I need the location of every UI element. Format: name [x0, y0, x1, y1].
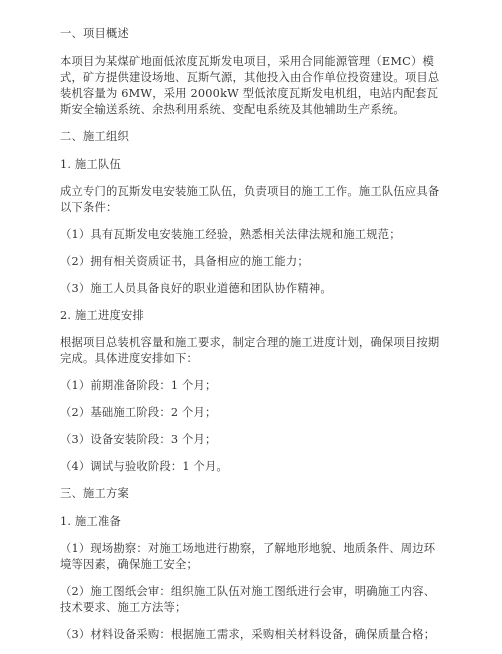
list-item: （3）材料设备采购：根据施工需求，采购相关材料设备，确保质量合格； — [60, 628, 436, 641]
list-item: （2）施工图纸会审：组织施工队伍对施工图纸进行会审，明确施工内容、技术要求、施工方法等； — [60, 585, 436, 614]
list-item: （2）基础施工阶段：2 个月； — [60, 406, 217, 419]
list-item: （3）施工人员具备良好的职业道德和团队协作精神。 — [60, 282, 332, 295]
section-heading-plan: 三、施工方案 — [60, 487, 129, 500]
list-item: （1）具有瓦斯发电安装施工经验，熟悉相关法律法规和施工规范； — [60, 228, 401, 241]
list-item: （2）拥有相关资质证书，具备相应的施工能力； — [60, 255, 309, 268]
subheading-schedule: 2. 施工进度安排 — [60, 309, 144, 322]
section-heading-overview: 一、项目概述 — [60, 27, 129, 40]
list-item: （4）调试与验收阶段：1 个月。 — [60, 460, 229, 473]
list-item: （1）前期准备阶段：1 个月； — [60, 379, 217, 392]
section-heading-organization: 二、施工组织 — [60, 130, 129, 143]
list-item: （1）现场勘察：对施工场地进行勘察，了解地形地貌、地质条件、周边环境等因素，确保施工安全； — [60, 542, 436, 571]
subheading-team: 1. 施工队伍 — [60, 158, 121, 171]
team-paragraph: 成立专门的瓦斯发电安装施工队伍，负责项目的施工工作。施工队伍应具备以下条件： — [60, 185, 440, 214]
subheading-preparation: 1. 施工准备 — [60, 515, 121, 528]
overview-paragraph: 本项目为某煤矿地面低浓度瓦斯发电项目，采用合同能源管理（EMC）模式，矿方提供建设场地、瓦斯气源，其他投入由合作单位投资建设。项目总装机容量为 6MW，采用 2000kW 型低浓度瓦斯发电机组，电站内配套瓦斯安全输送系统、余热利用系统、变配电系统及其他辅助生产系统。 — [60, 55, 440, 116]
list-item: （3）设备安装阶段：3 个月； — [60, 433, 217, 446]
schedule-paragraph: 根据项目总装机容量和施工要求，制定合理的施工进度计划，确保项目按期完成。具体进度安排如下： — [60, 336, 440, 365]
document-page — [60, 26, 445, 654]
